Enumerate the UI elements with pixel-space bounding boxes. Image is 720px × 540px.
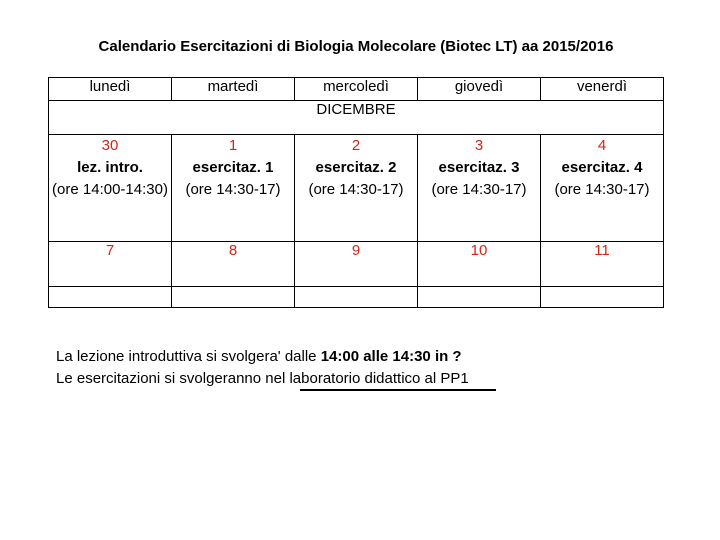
calendar-table xyxy=(48,77,664,308)
header-thursday: giovedì xyxy=(418,78,541,101)
day-cell xyxy=(49,135,172,242)
activity-label: esercitaz. 4 xyxy=(561,159,643,176)
day-number: 9 xyxy=(351,242,361,259)
time-label: (ore 14:30-17) xyxy=(308,181,404,198)
day-number: 11 xyxy=(594,242,610,259)
day-cell xyxy=(49,242,172,287)
header-tuesday: martedì xyxy=(172,78,295,101)
day-number: 8 xyxy=(228,242,238,259)
day-number: 4 xyxy=(597,137,607,154)
activity-label: esercitaz. 3 xyxy=(438,159,520,176)
day-cell xyxy=(172,135,295,242)
week-row xyxy=(49,135,664,242)
day-cell xyxy=(295,242,418,287)
month-label: DICEMBRE xyxy=(49,101,664,135)
day-number: 30 xyxy=(101,137,119,154)
day-cell xyxy=(418,135,541,242)
day-number: 7 xyxy=(105,242,115,259)
underline-mark xyxy=(300,389,496,391)
day-number: 2 xyxy=(351,137,361,154)
note-line-1-text: La lezione introduttiva si svolgera' dalle xyxy=(56,348,321,365)
note-line-1-time: 14:00 alle 14:30 in ? xyxy=(320,348,462,365)
day-cell xyxy=(541,242,664,287)
day-cell xyxy=(295,135,418,242)
empty-week-row xyxy=(49,287,664,308)
day-cell xyxy=(172,242,295,287)
note-line-2: Le esercitazioni si svolgeranno nel laboratorio didattico al PP1 xyxy=(56,370,469,387)
header-friday: venerdì xyxy=(541,78,664,101)
empty-cell xyxy=(172,287,295,308)
time-label: (ore 14:30-17) xyxy=(554,181,650,198)
time-label: (ore 14:30-17) xyxy=(431,181,527,198)
day-number: 10 xyxy=(470,242,488,259)
page-title: Calendario Esercitazioni di Biologia Molecolare (Biotec LT) aa 2015/2016 xyxy=(98,38,614,55)
weekday-header-row xyxy=(49,78,664,101)
header-monday: lunedì xyxy=(49,78,172,101)
month-row xyxy=(49,101,664,135)
empty-cell xyxy=(541,287,664,308)
empty-cell xyxy=(418,287,541,308)
day-cell xyxy=(541,135,664,242)
day-number: 3 xyxy=(474,137,484,154)
notes-block xyxy=(56,346,469,390)
activity-label: esercitaz. 1 xyxy=(192,159,274,176)
time-label: (ore 14:00-14:30) xyxy=(52,181,168,198)
header-wednesday: mercoledì xyxy=(295,78,418,101)
time-label: (ore 14:30-17) xyxy=(185,181,281,198)
empty-cell xyxy=(295,287,418,308)
empty-cell xyxy=(49,287,172,308)
week-row xyxy=(49,242,664,287)
note-line-1 xyxy=(56,346,469,368)
activity-label: esercitaz. 2 xyxy=(315,159,397,176)
day-cell xyxy=(418,242,541,287)
activity-label: lez. intro. xyxy=(77,159,143,176)
day-number: 1 xyxy=(228,137,238,154)
